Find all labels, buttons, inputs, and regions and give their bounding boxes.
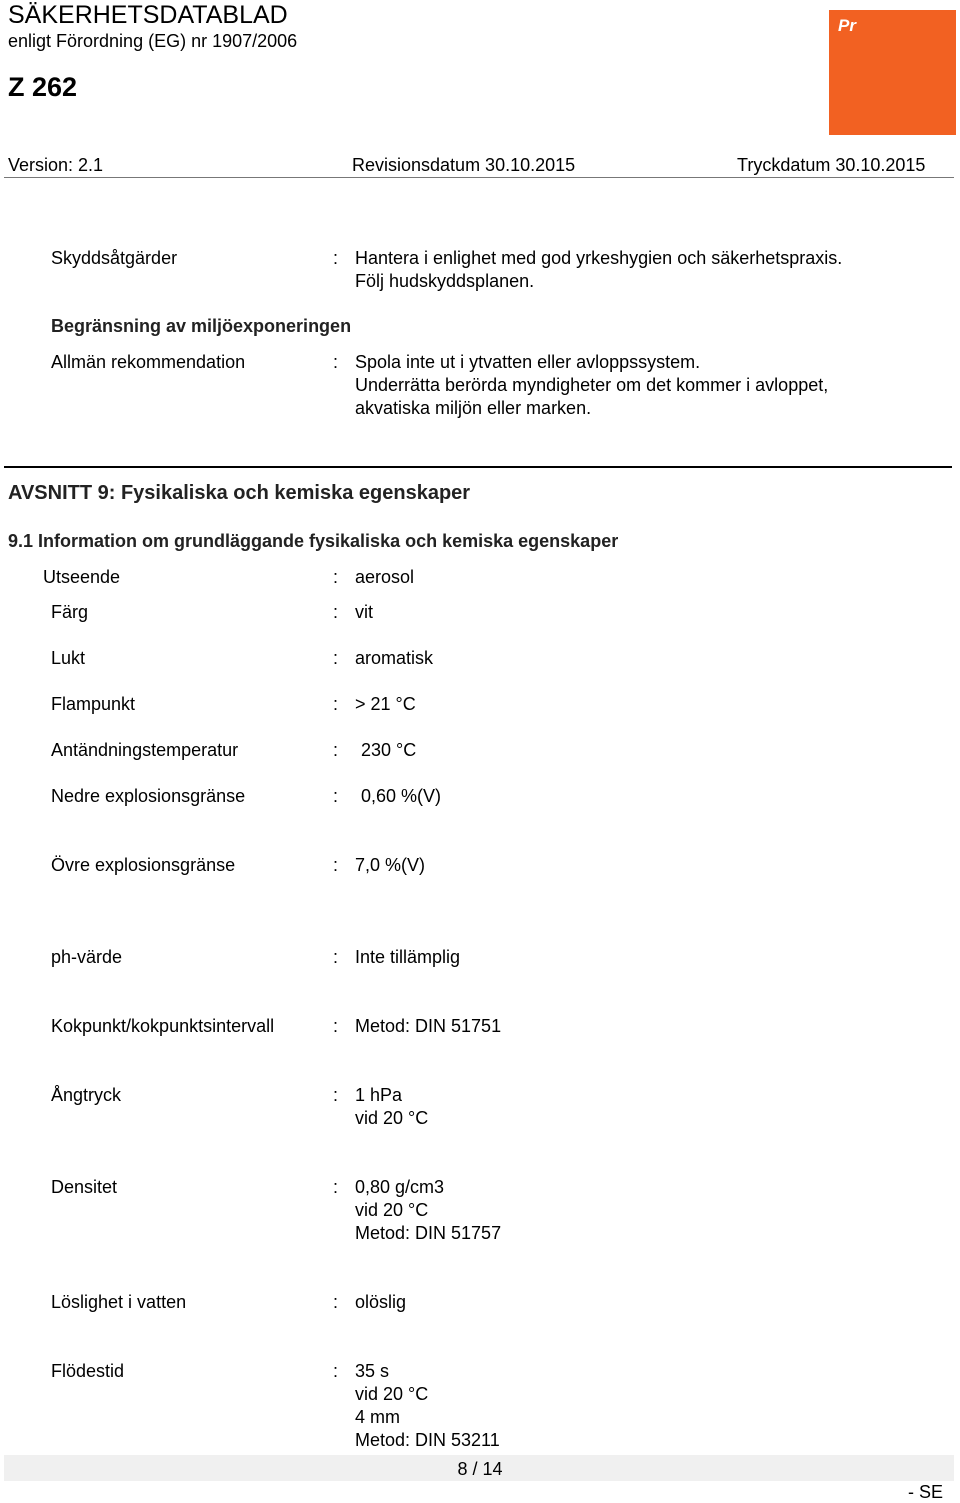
- property-value: 1 hPa: [355, 1085, 403, 1105]
- property-value: Metod: DIN 51751: [355, 1016, 502, 1036]
- colon: :: [333, 602, 339, 622]
- colon: :: [333, 740, 339, 760]
- property-value: Inte tillämplig: [355, 947, 461, 967]
- version-label: Version: 2.1: [8, 155, 104, 175]
- property-value: 230 °C: [361, 740, 417, 760]
- header-divider: [4, 177, 954, 178]
- print-date: Tryckdatum 30.10.2015: [737, 155, 926, 175]
- property-value: Metod: DIN 51757: [355, 1223, 502, 1243]
- colon: :: [333, 694, 339, 714]
- colon: :: [333, 248, 339, 268]
- colon: :: [333, 1177, 339, 1197]
- property-label: Antändningstemperatur: [51, 740, 239, 760]
- recommendation-line-3: akvatiska miljön eller marken.: [355, 398, 592, 418]
- property-value: vid 20 °C: [355, 1384, 429, 1404]
- property-label: Utseende: [43, 567, 121, 587]
- protective-line-1: Hantera i enlighet med god yrkeshygien och säkerhetspraxis.: [355, 248, 843, 268]
- property-value: aromatisk: [355, 648, 434, 668]
- property-label: Ångtryck: [51, 1085, 122, 1105]
- colon: :: [333, 1085, 339, 1105]
- property-label: Densitet: [51, 1177, 118, 1197]
- property-value: vit: [355, 602, 373, 622]
- colon: :: [333, 855, 339, 875]
- colon: :: [333, 786, 339, 806]
- property-label: ph-värde: [51, 947, 123, 967]
- section-divider: [4, 466, 952, 468]
- document-title: SÄKERHETSDATABLAD: [8, 1, 288, 29]
- page-number: 8 / 14: [457, 1459, 503, 1479]
- environment-heading: Begränsning av miljöexponeringen: [51, 316, 352, 336]
- recommendation-label: Allmän rekommendation: [51, 352, 246, 372]
- property-value: aerosol: [355, 567, 415, 587]
- protective-line-2: Följ hudskyddsplanen.: [355, 271, 535, 291]
- property-value: Metod: DIN 53211: [355, 1430, 500, 1450]
- colon: :: [333, 648, 339, 668]
- property-label: Lukt: [51, 648, 86, 668]
- colon: :: [333, 947, 339, 967]
- colon: :: [333, 1361, 339, 1381]
- property-value: olöslig: [355, 1292, 407, 1312]
- section-9-title: AVSNITT 9: Fysikaliska och kemiska egenskaper: [8, 482, 471, 504]
- property-value: vid 20 °C: [355, 1200, 429, 1220]
- company-logo: [829, 10, 956, 135]
- recommendation-line-2: Underrätta berörda myndigheter om det kommer i avloppet,: [355, 375, 829, 395]
- colon: :: [333, 352, 339, 372]
- section-9-1-title: 9.1 Information om grundläggande fysikaliska och kemiska egenskaper: [8, 531, 619, 551]
- property-value: vid 20 °C: [355, 1108, 429, 1128]
- property-label: Färg: [51, 602, 89, 622]
- colon: :: [333, 1016, 339, 1036]
- property-value: 0,60 %(V): [361, 786, 442, 806]
- product-name: Z 262: [8, 72, 78, 102]
- property-label: Nedre explosionsgränse: [51, 786, 246, 806]
- colon: :: [333, 567, 339, 587]
- regulation-subtitle: enligt Förordning (EG) nr 1907/2006: [8, 31, 298, 51]
- language-code: - SE: [908, 1482, 944, 1502]
- property-label: Löslighet i vatten: [51, 1292, 187, 1312]
- property-value: > 21 °C: [355, 694, 416, 714]
- property-value: 7,0 %(V): [355, 855, 426, 875]
- colon: :: [333, 1292, 339, 1312]
- property-value: 0,80 g/cm3: [355, 1177, 445, 1197]
- revision-date: Revisionsdatum 30.10.2015: [352, 155, 576, 175]
- property-label: Flampunkt: [51, 694, 136, 714]
- property-label: Flödestid: [51, 1361, 125, 1381]
- property-value: 4 mm: [355, 1407, 400, 1427]
- recommendation-line-1: Spola inte ut i ytvatten eller avloppssystem.: [355, 352, 701, 372]
- property-label: Övre explosionsgränse: [51, 855, 236, 875]
- property-label: Kokpunkt/kokpunktsintervall: [51, 1016, 275, 1036]
- protective-label: Skyddsåtgärder: [51, 248, 178, 268]
- property-value: 35 s: [355, 1361, 390, 1381]
- logo-text: Pr: [838, 16, 856, 35]
